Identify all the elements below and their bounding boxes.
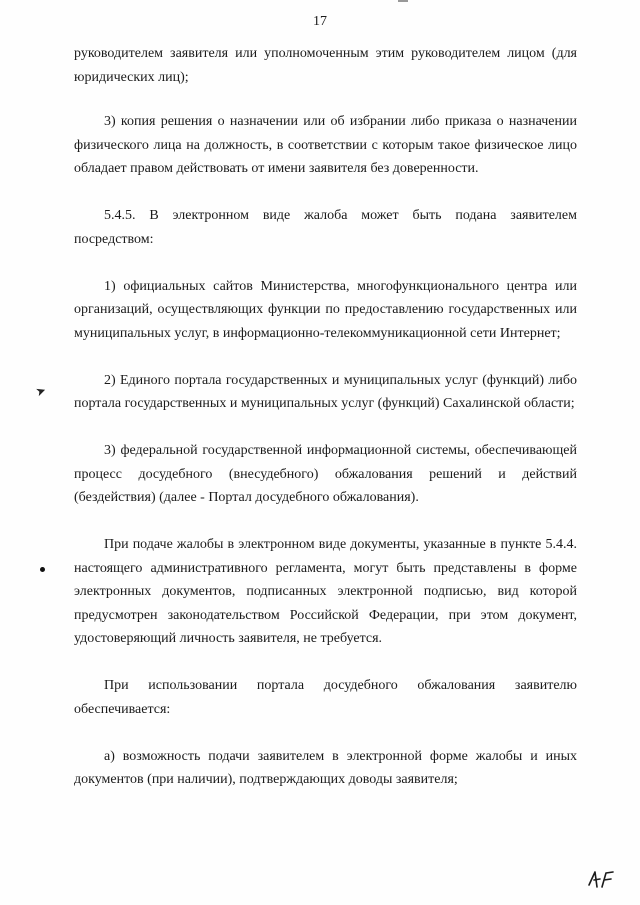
paragraph-portal-usage: При использовании портала досудебного обжалования заявителю обеспечивается:: [74, 678, 577, 717]
scan-tick-mark: [398, 0, 408, 2]
paragraph-continuation: руководителем заявителя или уполномоченным этим руководителем лицом (для юридических лиц);: [74, 46, 577, 85]
handwritten-initials-icon: [586, 867, 616, 891]
document-body: [74, 42, 577, 815]
page-number: 17: [313, 14, 327, 29]
paragraph-item-3-copy-decision: 3) копия решения о назначении или об избрании либо приказа о назначении физического лица на должность, в соответствии с которым такое физическое лицо обладает правом действовать от имени заявителя без доверенности.: [74, 114, 577, 176]
paragraph-item-2-unified-portal: 2) Единого портала государственных и муниципальных услуг (функций) либо портала государственных и муниципальных услуг (функций) Сахалинской области;: [74, 372, 577, 411]
paragraph-item-3-federal-system: 3) федеральной государственной информационной системы, обеспечивающей процесс досудебного (внесудебного) обжалования решений и действий (бездействия) (далее - Портал досудебного обжалования).: [74, 443, 577, 505]
margin-arrow-icon: ➤: [33, 382, 48, 400]
paragraph-electronic-submission: При подаче жалобы в электронном виде документы, указанные в пункте 5.4.4. настоящего административного регламента, могут быть представлены в форме электронных документов, подписанных электронной подписью, вид которой предусмотрен законодательством Российской Федерации, при этом документ, удостоверяющий личность заявителя, не требуется.: [74, 537, 577, 646]
paragraph-item-a-submission: а) возможность подачи заявителем в электронной форме жалобы и иных документов (при наличии), подтверждающих доводы заявителя;: [74, 748, 577, 787]
paragraph-item-1-official-sites: 1) официальных сайтов Министерства, многофункционального центра или организаций, осуществляющих функции по предоставлению государственных или муниципальных услуг, в информационно-телекоммуникационной сети Интернет;: [74, 278, 577, 341]
paragraph-5-4-5: 5.4.5. В электронном виде жалоба может быть подана заявителем посредством:: [74, 208, 577, 247]
margin-dot-icon: [40, 567, 45, 572]
